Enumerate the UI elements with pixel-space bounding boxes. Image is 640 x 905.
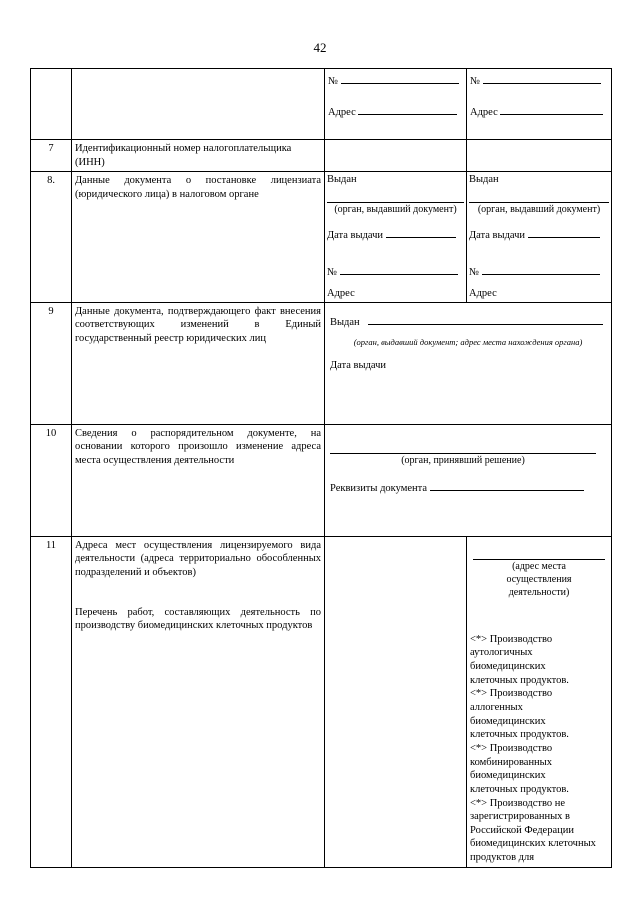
table-row-activity-addresses (31, 536, 612, 867)
works-item-autologous: <*> Производство аутологичных биомедицинских клеточных продуктов. (470, 633, 569, 686)
license-form-table (30, 68, 612, 868)
issuer-hint: (орган, выдавший документ; адрес места нахождения органа) (353, 337, 583, 348)
egrul-doc-cell[interactable] (325, 302, 612, 424)
row-number: 11 (31, 536, 72, 867)
row-title: Сведения о распорядительном документе, на основании которого произошло изменение адреса места осуществления деятельности (72, 424, 325, 536)
date-line[interactable] (528, 226, 600, 238)
address-label: Адрес (327, 288, 355, 300)
table-row-continuation (31, 69, 612, 140)
table-row-inn (31, 140, 612, 172)
number-label: № (328, 76, 339, 87)
page-number: 42 (313, 40, 327, 55)
address-line[interactable] (473, 547, 605, 560)
tax-doc-right[interactable] (467, 172, 612, 303)
address-label: Адрес (470, 106, 498, 118)
issued-label: Выдан (469, 174, 499, 186)
row-title: Адреса мест осуществления лицензируемого вида деятельности (адреса территориально обособленных подразделений и объектов) (75, 539, 321, 579)
issued-label: Выдан (327, 174, 357, 186)
table-row-egrul (31, 302, 612, 424)
issuer-hint: (орган, выдавший документ) (334, 203, 457, 215)
decision-line[interactable] (330, 441, 596, 454)
issued-line[interactable] (368, 313, 603, 325)
issuer-hint: (орган, выдавший документ) (477, 203, 601, 215)
number-label: № (327, 266, 338, 278)
decision-hint: (орган, принявший решение) (401, 454, 525, 466)
table-row-order-doc (31, 424, 612, 536)
date-label: Дата выдачи (469, 229, 526, 241)
number-line[interactable] (341, 72, 459, 84)
number-line[interactable] (340, 263, 458, 275)
inn-value-left[interactable] (325, 140, 467, 172)
issued-line[interactable] (327, 190, 464, 203)
row-number: 10 (31, 424, 72, 536)
number-label: № (469, 266, 480, 278)
address-hint: (адрес места осуществления деятельности) (506, 560, 572, 598)
address-line[interactable] (500, 103, 603, 115)
table-row-tax-registration (31, 172, 612, 303)
row-title: Данные документа о постановке лицензиата (юридического лица) в налоговом органе (72, 172, 325, 303)
date-line[interactable] (386, 226, 456, 238)
works-item-combined: <*> Производство комбинированных биомедицинских клеточных продуктов. (470, 742, 569, 795)
issued-label: Выдан (330, 316, 360, 328)
activity-left[interactable] (325, 536, 467, 867)
date-label: Дата выдачи (330, 359, 387, 371)
number-label: № (470, 76, 481, 87)
row-title: Данные документа, подтверждающего факт внесения соответствующих изменений в Единый государственный реестр юридических лиц (72, 302, 325, 424)
works-item-unregistered: <*> Производство не зарегистрированных в Российской Федерации биомедицинских клеточных продуктов для (470, 797, 596, 864)
issued-line[interactable] (469, 190, 609, 203)
number-line[interactable] (482, 263, 600, 275)
works-title: Перечень работ, составляющих деятельность по производству биомедицинских клеточных продуктов (75, 606, 321, 632)
requisites-label: Реквизиты документа (330, 482, 428, 494)
works-item-allogeneic: <*> Производство аллогенных биомедицинских клеточных продуктов. (470, 688, 569, 741)
row-number: 7 (31, 140, 72, 172)
inn-value-right[interactable] (467, 140, 612, 172)
row-number: 9 (31, 302, 72, 424)
row-title: Идентификационный номер налогоплательщика (ИНН) (72, 140, 325, 172)
requisites-line[interactable] (430, 479, 584, 491)
order-doc-cell[interactable] (325, 424, 612, 536)
row-title-cell (72, 536, 325, 867)
address-line[interactable] (358, 103, 457, 115)
value-cell-right[interactable] (467, 69, 612, 140)
tax-doc-left[interactable] (325, 172, 467, 303)
activity-right[interactable] (467, 536, 612, 867)
number-line[interactable] (483, 72, 601, 84)
value-cell-left[interactable] (325, 69, 467, 140)
address-label: Адрес (328, 106, 356, 118)
num-cell (31, 69, 72, 140)
date-label: Дата выдачи (327, 229, 384, 241)
address-label: Адрес (469, 288, 497, 300)
row-number: 8. (31, 172, 72, 303)
title-cell (72, 69, 325, 140)
